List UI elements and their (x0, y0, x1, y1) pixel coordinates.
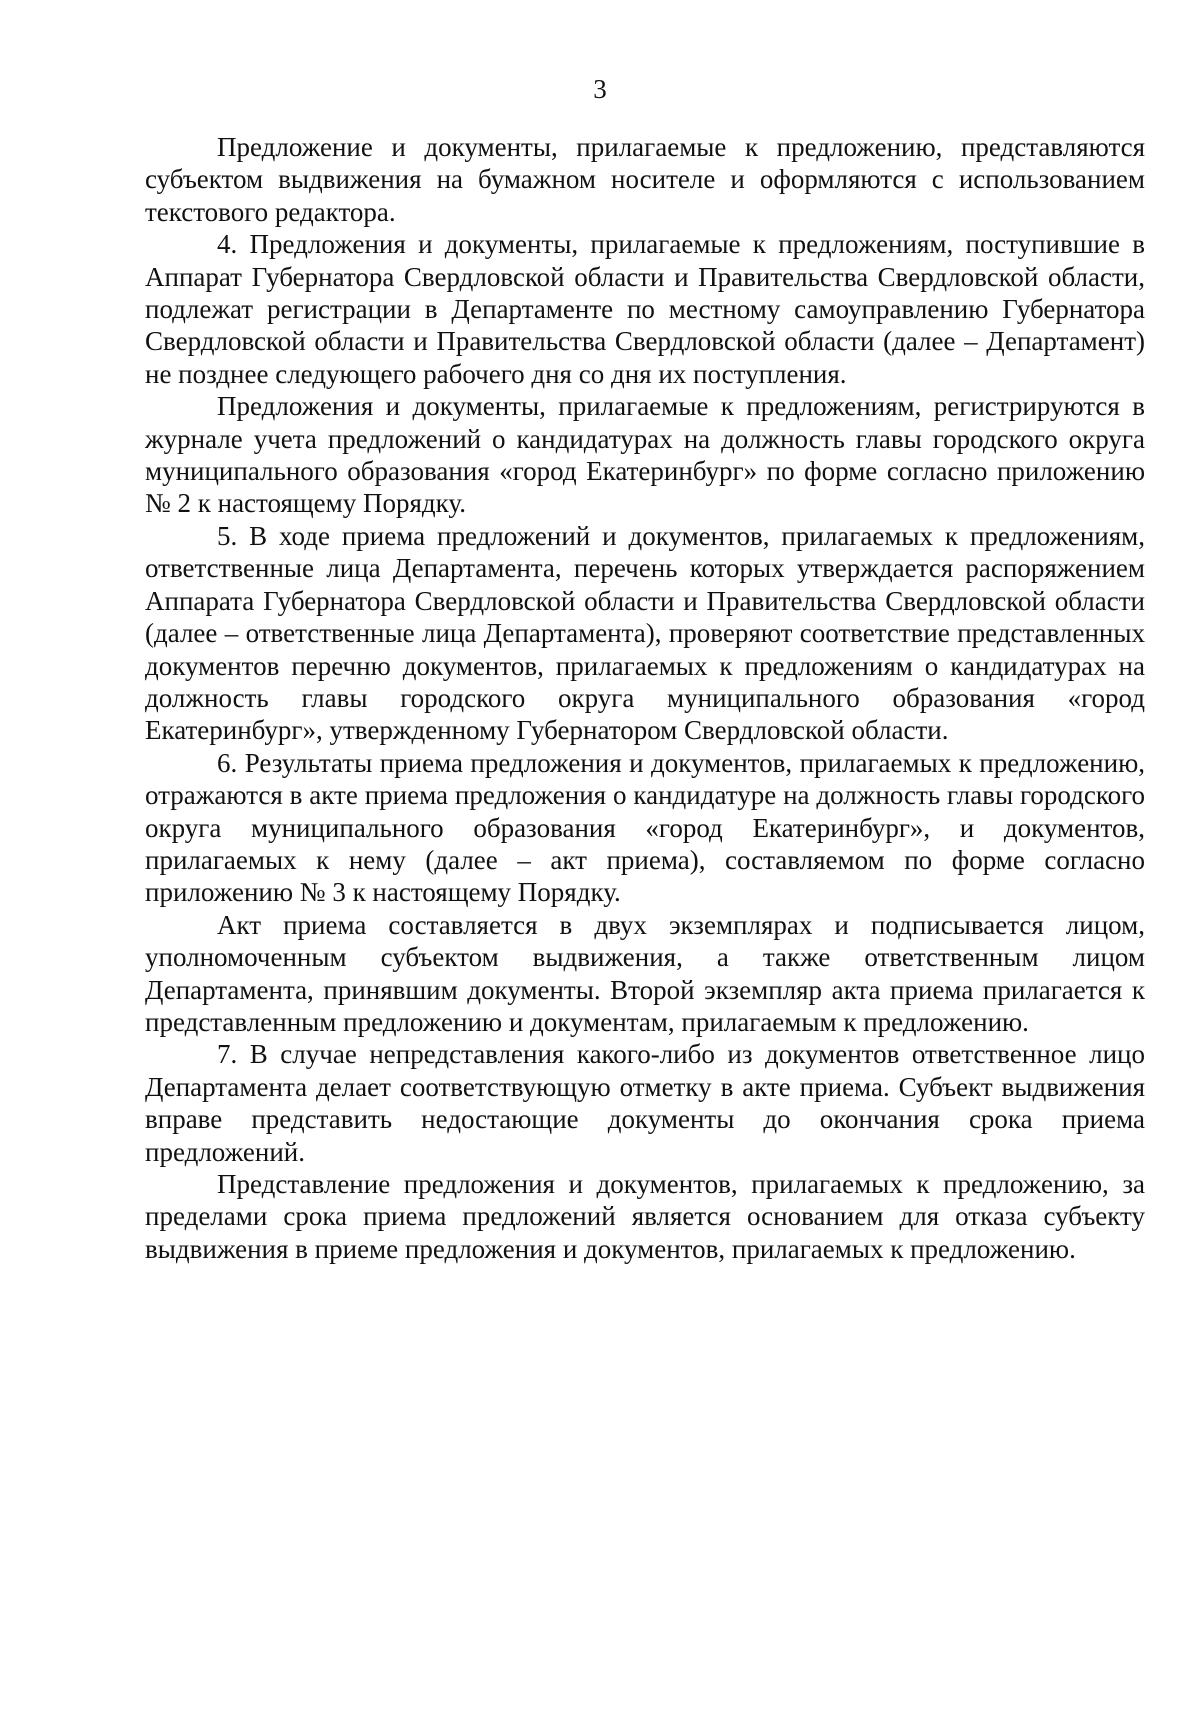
paragraph-item-4-registration: 4. Предложения и документы, прилагаемые к предложениям, поступившие в Аппарат Губернатора Свердловской области и Правительства Свердловской области, подлежат регистрации в Департаменте по местному самоуправлению Губернатора Свердловской области и Правительства Свердловской области (далее – Департамент) не позднее следующего рабочего дня со дня их поступления. (145, 229, 1145, 389)
paragraph-acceptance-act-copies: Акт приема составляется в двух экземплярах и подписывается лицом, уполномоченным субъектом выдвижения, а также ответственным лицом Департамента, принявшим документы. Второй экземпляр акта приема прилагается к представленным предложению и документам, прилагаемым к предложению. (145, 909, 1145, 1037)
paragraph-item-6-acceptance-act: 6. Результаты приема предложения и документов, прилагаемых к предложению, отражаются в акте приема предложения о кандидатуре на должность главы городского округа муниципального образования «город Екатеринбург», и документов, прилагаемых к нему (далее – акт приема), составляемом по форме согласно приложению № 3 к настоящему Порядку. (145, 747, 1145, 908)
paragraph-registration-journal: Предложения и документы, прилагаемые к предложениям, регистрируются в журнале учета предложений о кандидатурах на должность главы городского округа муниципального образования «город Екатеринбург» по форме согласно приложению № 2 к настоящему Порядку. (145, 391, 1145, 519)
paragraph-submission-format: Предложение и документы, прилагаемые к предложению, представляются субъектом выдвижения на бумажном носителе и оформляются с использованием текстового редактора. (145, 132, 1145, 227)
page-number: 3 (593, 74, 607, 104)
paragraph-late-submission-refusal: Представление предложения и документов, прилагаемых к предложению, за пределами срока приема предложений является основанием для отказа субъекту выдвижения в приеме предложения и документов, прилагаемых к предложению. (145, 1169, 1145, 1264)
paragraph-item-7-missing-documents: 7. В случае непредставления какого-либо из документов ответственное лицо Департамента делает соответствующую отметку в акте приема. Субъект выдвижения вправе представить недостающие документы до окончания срока приема предложений. (145, 1039, 1145, 1167)
paragraph-item-5-verification: 5. В ходе приема предложений и документов, прилагаемых к предложениям, ответственные лица Департамента, перечень которых утверждается распоряжением Аппарата Губернатора Свердловской области и Правительства Свердловской области (далее – ответственные лица Департамента), проверяют соответствие представленных документов перечню документов, прилагаемых к предложениям о кандидатурах на должность главы городского округа муниципального образования «город Екатеринбург», утвержденному Губернатором Свердловской области. (145, 520, 1145, 746)
document-body (145, 131, 1145, 1265)
